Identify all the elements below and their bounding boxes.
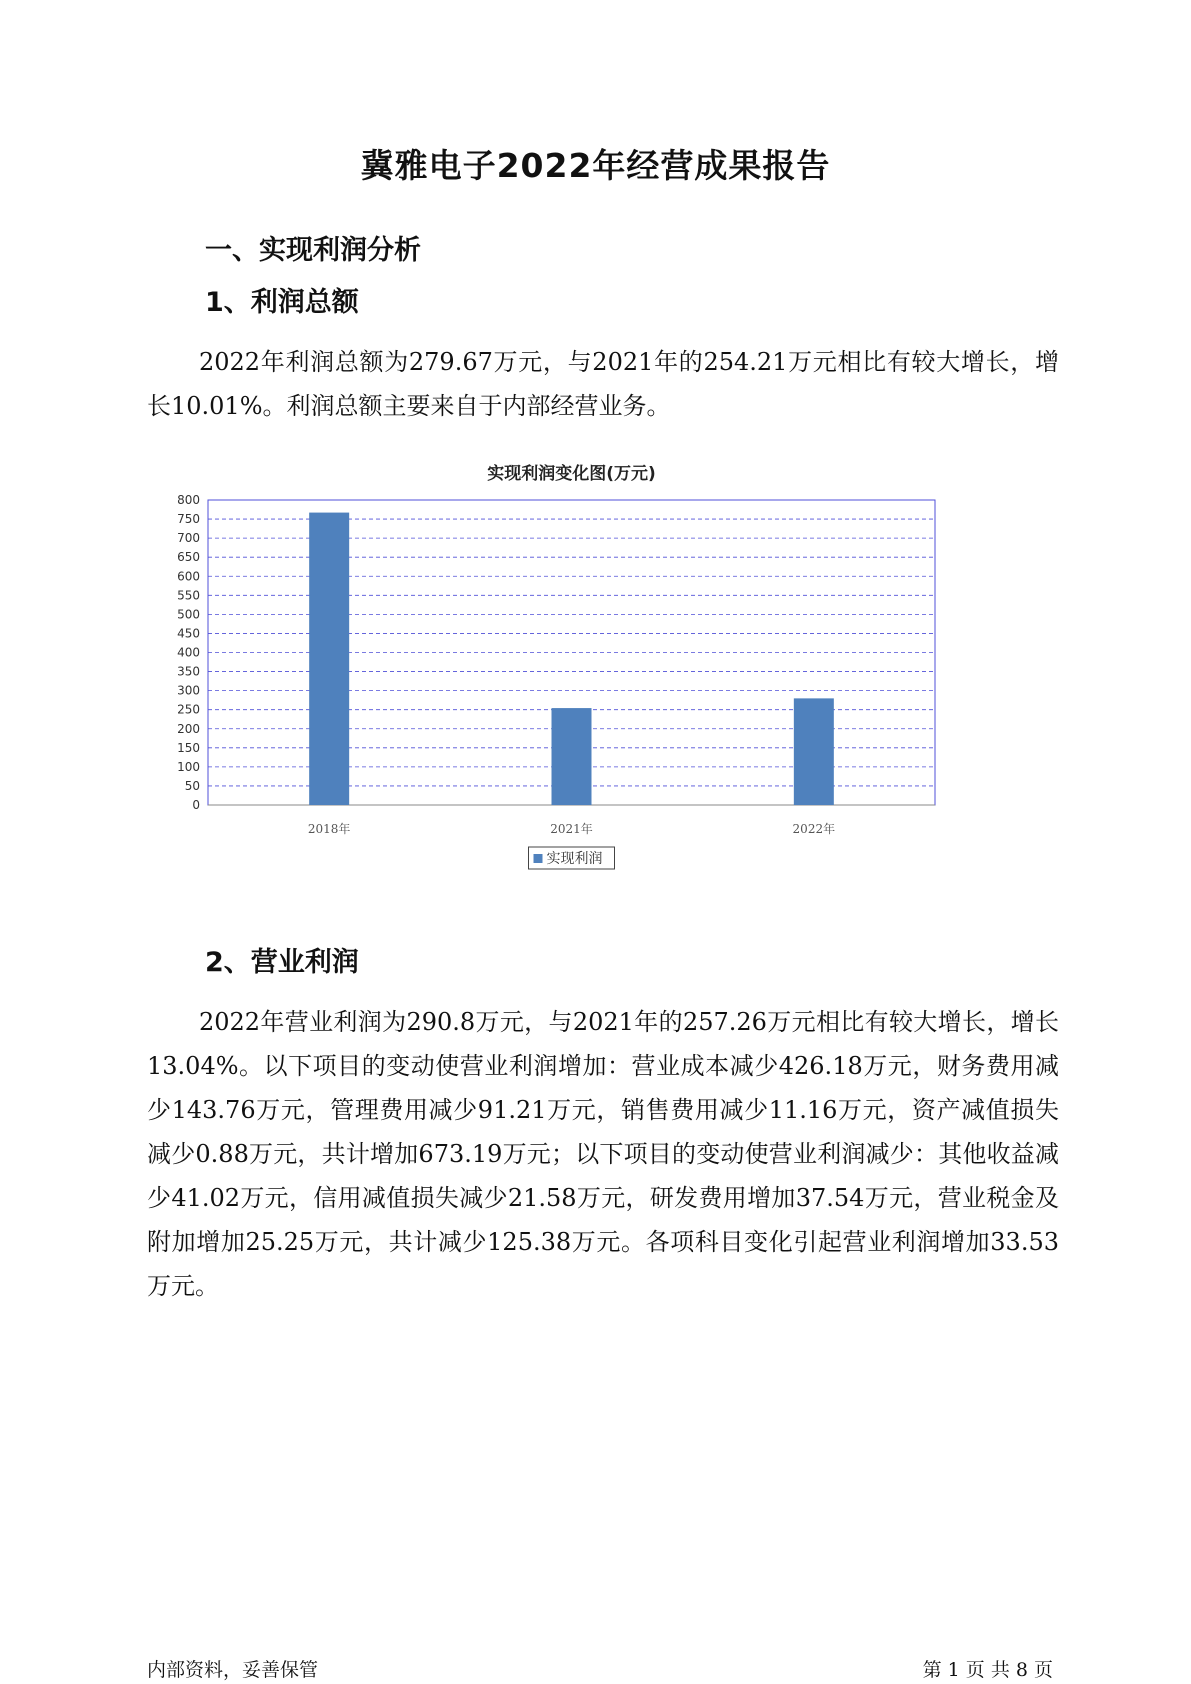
- y-tick-label: 350: [177, 664, 200, 679]
- profit-chart: [165, 455, 1025, 915]
- x-tick-label: 2022年: [792, 822, 836, 836]
- footer-page-number: 第 1 页 共 8 页: [922, 1659, 1053, 1681]
- y-tick-label: 800: [177, 493, 200, 507]
- page-title: 冀雅电子2022年经营成果报告: [360, 146, 831, 185]
- y-tick-label: 450: [177, 626, 200, 641]
- y-tick-label: 50: [184, 778, 200, 793]
- y-tick-label: 0: [192, 798, 200, 812]
- y-tick-label: 700: [177, 531, 200, 546]
- x-tick-label: 2018年: [307, 822, 351, 836]
- y-tick-label: 500: [177, 607, 200, 622]
- y-tick-label: 250: [177, 702, 200, 717]
- profit-bar-chart-svg: [165, 455, 1025, 915]
- bar: [552, 708, 592, 805]
- y-tick-label: 100: [177, 759, 200, 774]
- y-tick-label: 300: [177, 683, 200, 698]
- legend-label: 实现利润: [546, 851, 603, 867]
- y-tick-label: 650: [177, 550, 200, 565]
- y-tick-label: 200: [177, 721, 200, 736]
- bar: [309, 513, 349, 805]
- section-heading: 一、实现利润分析: [205, 235, 421, 266]
- y-tick-label: 150: [177, 740, 200, 755]
- y-tick-label: 550: [177, 588, 200, 603]
- x-tick-label: 2021年: [550, 822, 593, 836]
- footer-confidential-note: 内部资料，妥善保管: [147, 1659, 319, 1681]
- y-tick-label: 400: [177, 645, 200, 660]
- paragraph-operating-profit: 2022年营业利润为290.8万元，与2021年的257.26万元相比有较大增长，增长13.04%。以下项目的变动使营业利润增加：营业成本减少426.18万元，财务费用减少143.76万元，管理费用减少91.21万元，销售费用减少11.16万元，资产减值损失减少0.88万元，共计增加673.19万元；以下项目的变动使营业利润减少：其他收益减少41.02万元，信用减值损失减少21.58万元，研发费用增加37.54万元，营业税金及附加增加25.25万元，共计减少125.38万元。各项科目变化引起营业利润增加33.53万元。: [147, 1008, 1059, 1300]
- legend-swatch: [534, 854, 543, 863]
- paragraph-profit-total: 2022年利润总额为279.67万元，与2021年的254.21万元相比有较大增长，增长10.01%。利润总额主要来自于内部经营业务。: [147, 348, 1059, 420]
- y-tick-label: 750: [177, 512, 200, 527]
- subsection-heading-profit-total: 1、利润总额: [205, 287, 359, 318]
- bar: [794, 698, 834, 805]
- subsection-heading-operating-profit: 2、营业利润: [205, 947, 359, 978]
- y-tick-label: 600: [177, 569, 200, 584]
- chart-title: 实现利润变化图(万元): [487, 464, 656, 484]
